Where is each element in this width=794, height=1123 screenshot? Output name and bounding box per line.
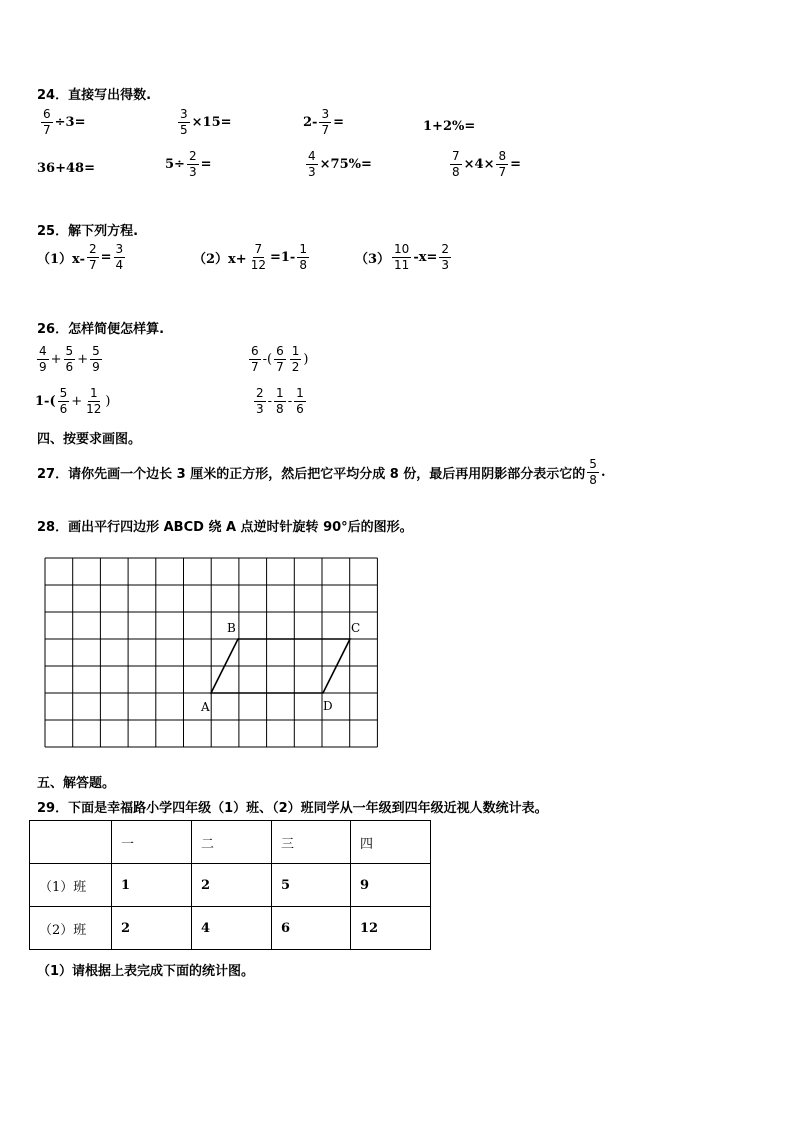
- fraction: $\frac{6}{7}$: [251, 344, 259, 374]
- table-cell: （2）班: [30, 907, 112, 950]
- q24-r2-a: 36+48=: [37, 161, 95, 176]
- q24-r2-b: 5÷ $\frac{2}{3}$ =: [165, 149, 212, 179]
- fraction: $\frac{2}{3}$: [188, 149, 197, 179]
- table-cell: 12: [351, 907, 431, 950]
- fraction: $\frac{3}{4}$: [115, 242, 124, 272]
- table-header-cell: 二: [192, 821, 272, 864]
- fraction: $\frac{4}{3}$: [308, 149, 316, 179]
- fraction: $\frac{10}{11}$: [394, 242, 410, 272]
- q29-sub1: （1）请根据上表完成下面的统计图。: [37, 964, 255, 979]
- fraction: $\frac{7}{12}$: [250, 242, 266, 272]
- myopia-stats-table: [29, 820, 431, 950]
- fraction: $\frac{7}{8}$: [452, 149, 460, 179]
- table-cell: 2: [192, 864, 272, 907]
- grid-lines: [45, 558, 377, 747]
- table-cell: 1: [112, 864, 192, 907]
- q24-title: 24．直接写出得数.: [37, 88, 152, 103]
- q24-r2-c: $\frac{4}{3}$ ×75%=: [308, 149, 372, 179]
- table-header-cell: 三: [272, 821, 351, 864]
- fraction: $\frac{5}{8}$: [589, 457, 597, 487]
- q26-p1: $\frac{4}{9}$ + $\frac{5}{6}$ + $\frac{5}{9}$: [39, 344, 100, 374]
- fraction: $\frac{8}{7}$: [498, 149, 507, 179]
- table-cell: 2: [112, 907, 192, 950]
- vertex-label-d: D: [323, 699, 333, 713]
- fraction: $\frac{6}{7}$: [43, 107, 51, 137]
- table-row: [30, 907, 431, 950]
- q25-title: 25．解下列方程.: [37, 224, 139, 239]
- q25-eq3: （3） $\frac{10}{11}$ -x= $\frac{2}{3}$: [355, 242, 450, 272]
- q26-p2: $\frac{6}{7}$ -( $\frac{6}{7}$ $\frac{1}{2}$ ): [251, 344, 309, 374]
- q25-eq1: （1）x- $\frac{2}{7}$ = $\frac{3}{4}$: [37, 242, 124, 272]
- vertex-label-b: B: [227, 621, 236, 635]
- fraction: $\frac{1}{2}$: [291, 344, 300, 374]
- table-cell: （1）班: [30, 864, 112, 907]
- fraction: $\frac{1}{6}$: [296, 386, 304, 416]
- fraction: $\frac{5}{6}$: [59, 386, 68, 416]
- q25-eq2: （2）x+ $\frac{7}{12}$ =1- $\frac{1}{8}$: [193, 242, 307, 272]
- q24-r2-d: $\frac{7}{8}$ ×4× $\frac{8}{7}$ =: [452, 149, 522, 179]
- table-cell: 6: [272, 907, 351, 950]
- table-cell: 4: [192, 907, 272, 950]
- fraction: $\frac{5}{6}$: [65, 344, 74, 374]
- table-header-cell: 一: [112, 821, 192, 864]
- fraction: $\frac{4}{9}$: [39, 344, 47, 374]
- q28-text: 28．画出平行四边形 ABCD 绕 A 点逆时针旋转 90°后的图形。: [37, 520, 413, 535]
- q29-text: 29．下面是幸福路小学四年级（1）班、（2）班同学从一年级到四年级近视人数统计表。: [37, 801, 548, 816]
- q24-r1-d: 1+2%=: [423, 119, 476, 134]
- table-header-row: [30, 821, 431, 864]
- table-cell: 5: [272, 864, 351, 907]
- q26-title: 26．怎样简便怎样算.: [37, 322, 165, 337]
- q24-r1-c: 2- $\frac{3}{7}$ =: [303, 107, 344, 137]
- grid-diagram: [44, 557, 382, 749]
- q24-r1-a: $\frac{6}{7}$ ÷3=: [43, 107, 86, 137]
- fraction: $\frac{1}{8}$: [276, 386, 284, 416]
- q26-p4: $\frac{2}{3}$ - $\frac{1}{8}$ - $\frac{1}{6}$: [256, 386, 304, 416]
- q27: 27．请你先画一个边长 3 厘米的正方形，然后把它平均分成 8 份，最后再用阴影部分表示它的 $\frac{5}{8}$ .: [37, 457, 606, 487]
- table-header-cell: [30, 821, 112, 864]
- fraction: $\frac{2}{3}$: [256, 386, 264, 416]
- fraction: $\frac{1}{8}$: [299, 242, 307, 272]
- section-5-heading: 五、解答题。: [37, 776, 116, 791]
- fraction: $\frac{1}{12}$: [86, 386, 102, 416]
- fraction: $\frac{6}{7}$: [276, 344, 284, 374]
- table-cell: 9: [351, 864, 431, 907]
- fraction: $\frac{3}{5}$: [180, 107, 188, 137]
- fraction: $\frac{2}{3}$: [441, 242, 450, 272]
- q26-p3: 1-( $\frac{5}{6}$ + $\frac{1}{12}$ ): [35, 386, 111, 416]
- vertex-label-a: A: [201, 700, 210, 714]
- fraction: $\frac{3}{7}$: [321, 107, 330, 137]
- table-header-cell: 四: [351, 821, 431, 864]
- q24-r1-b: $\frac{3}{5}$ ×15=: [180, 107, 232, 137]
- section-4-heading: 四、按要求画图。: [37, 432, 142, 447]
- vertex-label-c: C: [351, 621, 361, 635]
- fraction: $\frac{2}{7}$: [88, 242, 97, 272]
- fraction: $\frac{5}{9}$: [92, 344, 100, 374]
- table-row: [30, 864, 431, 907]
